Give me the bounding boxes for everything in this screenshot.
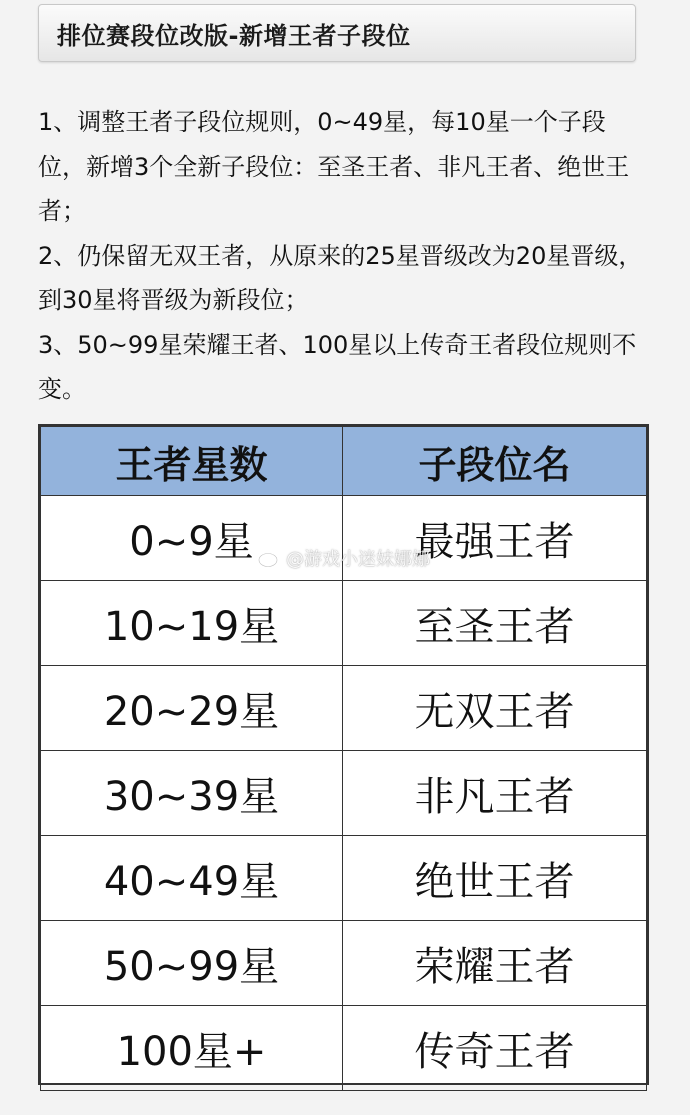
star-range-cell: 10~19星: [41, 581, 343, 666]
header-sub-rank-name: 子段位名: [343, 427, 647, 496]
star-range-cell: 20~29星: [41, 666, 343, 751]
sub-rank-cell: 传奇王者: [343, 1006, 647, 1091]
sub-rank-cell: 最强王者: [343, 496, 647, 581]
sub-rank-cell: 非凡王者: [343, 751, 647, 836]
table-row: [41, 836, 647, 921]
star-range-cell: 40~49星: [41, 836, 343, 921]
page-title: 排位赛段位改版-新增王者子段位: [57, 21, 411, 50]
rule-paragraph-3: 3、50~99星荣耀王者、100星以上传奇王者段位规则不变。: [38, 330, 637, 403]
star-range-cell: 50~99星: [41, 921, 343, 1006]
sub-rank-cell: 绝世王者: [343, 836, 647, 921]
rule-paragraph-2: 2、仍保留无双王者，从原来的25星晋级改为20星晋级，到30星将晋级为新段位；: [38, 241, 643, 314]
table-row: [41, 751, 647, 836]
star-range-cell: 0~9星: [41, 496, 343, 581]
watermark-text: @游戏小迷妹娜娜: [286, 549, 430, 570]
table-row: [41, 1006, 647, 1091]
sub-rank-cell: 荣耀王者: [343, 921, 647, 1006]
star-range-cell: 100星+: [41, 1006, 343, 1091]
table-row: [41, 581, 647, 666]
sub-rank-cell: 无双王者: [343, 666, 647, 751]
title-banner: [38, 4, 636, 62]
rule-paragraph-1: 1、调整王者子段位规则，0~49星，每10星一个子段位，新增3个全新子段位：至圣王者、非凡王者、绝世王者；: [38, 108, 630, 225]
weibo-icon: [258, 548, 282, 568]
table-row: [41, 666, 647, 751]
sub-rank-cell: 至圣王者: [343, 581, 647, 666]
table-header-row: [41, 427, 647, 496]
rank-table-container: [38, 424, 649, 1085]
rank-table: [40, 426, 647, 1091]
star-range-cell: 30~39星: [41, 751, 343, 836]
rules-description: [38, 100, 648, 412]
table-row: [41, 921, 647, 1006]
header-star-count: 王者星数: [41, 427, 343, 496]
watermark: [258, 545, 430, 571]
